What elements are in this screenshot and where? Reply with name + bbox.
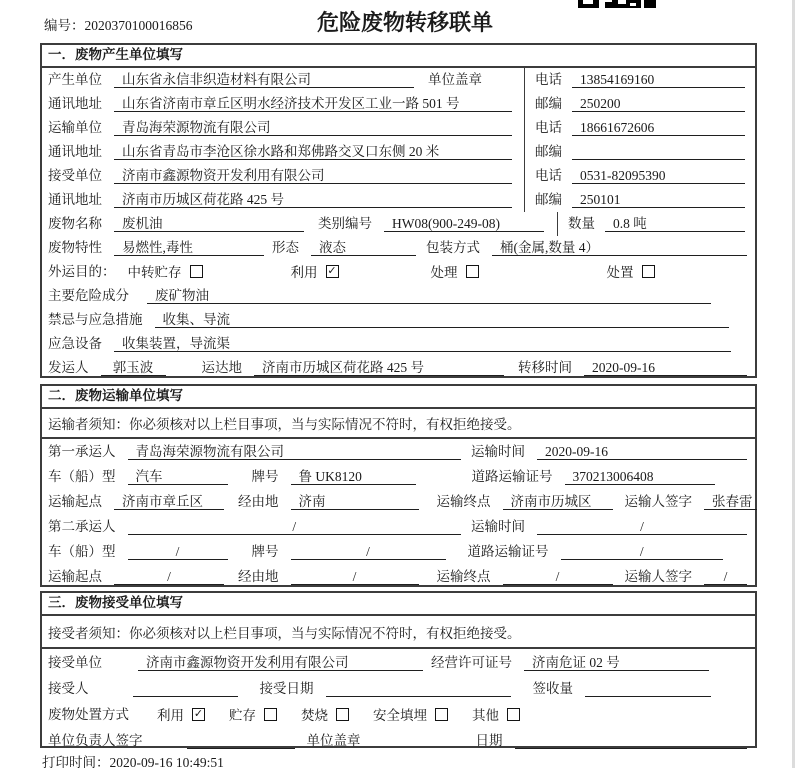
checkbox-unchecked [336,708,349,721]
phone-label: 电话 [535,120,562,135]
received-qty-label: 签收量 [532,681,573,696]
carrier2-label: 第二承运人 [48,519,116,534]
route-via-label: 经由地 [238,494,279,509]
section-receiver [40,591,757,748]
receiver-zip-group [524,188,747,212]
disposal-method-label: 废物处置方式 [48,707,129,722]
form-field: 液态 [311,239,416,256]
carrier-sign-field: 张春雷 [704,493,757,510]
packing-field: 桶(金属,数量 4） [492,239,747,256]
receiving-unit-row [42,649,755,675]
equipment-field: 收集装置，导流渠 [114,335,731,352]
responsible-sign-field [187,732,295,749]
waste-name-label: 废物名称 [48,216,102,231]
producer-value-field: 山东省永信非织造材料有限公司 [114,71,414,88]
page-title: 危险废物转移联单 [316,10,494,35]
option-label: 利用 [290,265,318,280]
hazard-field: 废矿物油 [147,287,711,304]
dispatcher-label: 发运人 [48,360,89,375]
waste-property-label: 废物特性 [48,240,102,255]
section2-header: 二．废物运输单位填写 [42,386,755,409]
waste-property-field: 易燃性,毒性 [114,239,264,256]
route-start-label: 运输起点 [48,569,102,584]
dispatch-row [42,356,755,380]
transporter-row [42,116,755,140]
transporter-notice: 运输者须知：你必须核对以上栏目事项，当与实际情况不符时，有权拒绝接受。 [42,409,755,439]
option-label: 焚烧 [301,708,328,723]
road-cert-field: 370213006408 [565,468,716,485]
producer-address-field: 山东省济南市章丘区明水经济技术开发区工业一路 501 号 [114,95,512,112]
emergency-equipment-row [42,332,755,356]
transfer-time-label: 转移时间 [518,360,572,375]
purpose-option-treat [431,261,479,281]
vehicle-type-label: 车（船）型 [48,469,116,484]
option-label: 处理 [430,265,458,280]
stamp-label: 单位盖章 [428,72,482,87]
producer-zip-group [524,92,747,116]
plate-label: 牌号 [251,544,279,559]
route-end-field: 济南市历城区 [503,493,613,510]
route-end2-field: / [503,568,613,585]
option-label: 安全填埋 [373,708,427,723]
transfer-time-field: 2020-09-16 [584,359,747,376]
transporter-value-field: 青岛海荣源物流有限公司 [114,119,512,136]
measures-field: 收集、导流 [155,311,730,328]
route-via-label: 经由地 [238,569,279,584]
road-cert-label: 道路运输证号 [471,469,553,484]
equipment-label: 应急设备 [48,336,102,351]
transport-time-label: 运输时间 [471,519,525,534]
route-start2-field: / [114,568,224,585]
transporter-zip-group [524,140,747,164]
license-label: 经营许可证号 [431,655,512,670]
option-label: 处置 [606,265,634,280]
transport-time2-field: / [537,518,747,535]
serial-value: 2020370100016856 [84,18,193,33]
waste-qty-field: 0.8 吨 [605,215,745,232]
acceptor-label: 接受人 [48,681,89,696]
phone-label: 电话 [535,72,562,87]
receiver-label: 接受单位 [48,168,102,183]
phone-label: 电话 [535,168,562,183]
plate-label: 牌号 [251,469,279,484]
license-field: 济南危证 02 号 [524,654,709,671]
print-time [42,751,224,768]
transporter-zip-field [572,143,745,160]
date-field [515,732,748,749]
print-time-value: 2020-09-16 10:49:51 [109,755,224,768]
dispatcher-field: 郭玉波 [101,359,166,376]
receiver-phone-group [524,164,747,188]
purpose-option-storage [128,261,203,281]
road-cert2-field: / [561,543,724,560]
serial-label: 编号： [44,18,85,33]
unit-stamp-label: 单位盖章 [306,733,361,748]
packing-label: 包装方式 [426,240,480,255]
plate2-field: / [291,543,446,560]
checkbox-checked: ✓ [193,706,204,720]
address-label: 通讯地址 [48,144,102,159]
waste-code-field: HW08(900-249-08) [384,215,544,232]
waste-code-label: 类别编号 [318,216,372,231]
producer-zip-field: 250200 [572,95,745,112]
option-label: 其他 [472,708,499,723]
accept-date-label: 接受日期 [259,681,314,696]
route-end-label: 运输终点 [436,569,491,584]
checkbox-unchecked [507,708,520,721]
transporter-phone-group [524,116,747,140]
form-label: 形态 [272,240,299,255]
route-via2-field: / [291,568,419,585]
disposal-option-utilize [157,704,205,724]
vehicle-type-label: 车（船）型 [48,544,116,559]
hazard-label: 主要危险成分 [48,288,129,303]
carrier2-row [42,514,755,539]
disposal-option-other [472,704,520,724]
acceptor-row [42,675,755,701]
section-producer [40,43,757,378]
checkbox-unchecked [642,265,655,278]
disposal-option-storage [229,704,277,724]
carrier1-row [42,439,755,464]
purpose-label: 外运目的： [48,264,116,279]
route1-row [42,489,755,514]
waste-qty-group [557,212,747,236]
receiver-notice: 接受者须知：你必须核对以上栏目事项，当与实际情况不符时，有权拒绝接受。 [42,616,755,649]
zip-label: 邮编 [535,96,562,111]
transporter-address-row [42,140,755,164]
carrier-sign-label: 运输人签字 [624,569,692,584]
checkbox-unchecked [264,708,277,721]
serial-number [44,14,193,34]
option-label: 贮存 [229,708,256,723]
receiver-zip-field: 250101 [572,191,745,208]
vehicle-type-field: 汽车 [128,468,228,485]
section1-header: 一．废物产生单位填写 [42,45,755,68]
accept-date-field [326,680,511,697]
receiver-value-field: 济南市鑫源物资开发利用有限公司 [114,167,512,184]
option-label: 利用 [157,708,184,723]
waste-property-row [42,236,755,260]
transporter-label: 运输单位 [48,120,102,135]
producer-label: 产生单位 [48,72,102,87]
carrier-sign-label: 运输人签字 [624,494,692,509]
zip-label: 邮编 [535,192,562,207]
transport-time-field: 2020-09-16 [537,443,747,460]
route2-row [42,564,755,589]
emergency-measures-row [42,308,755,332]
purpose-option-dispose [607,261,655,281]
disposal-method-row [42,701,755,727]
receiver-row [42,164,755,188]
checkbox-unchecked [466,265,479,278]
hazard-component-row [42,284,755,308]
zip-label: 邮编 [535,144,562,159]
waste-name-row [42,212,755,236]
route-start-field: 济南市章丘区 [114,493,224,510]
print-time-label: 打印时间： [42,755,110,768]
receiver-phone-field: 0531-82095390 [572,167,745,184]
producer-row [42,68,755,92]
transporter-address-field: 山东省青岛市李沧区徐水路和郑佛路交叉口东侧 20 米 [114,143,512,160]
destination-label: 运达地 [201,360,242,375]
address-label: 通讯地址 [48,96,102,111]
vehicle1-row [42,464,755,489]
checkbox-unchecked [190,265,203,278]
route-end-label: 运输终点 [436,494,491,509]
route-via-field: 济南 [291,493,419,510]
disposal-option-incinerate [301,704,349,724]
receiving-unit-field: 济南市鑫源物资开发利用有限公司 [138,654,423,671]
responsible-sign-row [42,727,755,753]
qty-label: 数量 [568,216,595,231]
date-label: 日期 [475,733,503,748]
producer-phone-field: 13854169160 [572,71,745,88]
received-qty-field [585,680,711,697]
destination-field: 济南市历城区荷花路 425 号 [254,359,504,376]
waste-name-field: 废机油 [114,215,304,232]
responsible-sign-label: 单位负责人签字 [48,733,143,748]
qr-code-fragment [578,0,658,9]
transport-time-label: 运输时间 [471,444,525,459]
address-label: 通讯地址 [48,192,102,207]
transporter-phone-field: 18661672606 [572,119,745,136]
vehicle2-row [42,539,755,564]
option-label: 中转贮存 [127,265,182,280]
purpose-option-utilize [291,261,339,281]
section3-header: 三．废物接受单位填写 [42,593,755,616]
producer-address-row [42,92,755,116]
acceptor-field [133,680,238,697]
page-edge-strip [792,0,795,768]
vehicle-type2-field: / [128,543,228,560]
plate-field: 鲁 UK8120 [291,468,416,485]
receiver-address-field: 济南市历城区荷花路 425 号 [114,191,512,208]
road-cert-label: 道路运输证号 [467,544,549,559]
disposal-option-landfill [373,704,448,724]
route-start-label: 运输起点 [48,494,102,509]
carrier-sign2-field: / [704,568,747,585]
transfer-purpose-row [42,260,755,284]
carrier2-field: / [128,518,462,535]
receiver-address-row [42,188,755,212]
carrier1-field: 青岛海荣源物流有限公司 [128,443,462,460]
measures-label: 禁忌与应急措施 [48,312,143,327]
section-transporter [40,384,757,587]
producer-phone-group [524,68,747,92]
carrier1-label: 第一承运人 [48,444,116,459]
receiving-unit-label: 接受单位 [48,655,102,670]
checkbox-unchecked [435,708,448,721]
checkbox-checked: ✓ [327,263,337,277]
